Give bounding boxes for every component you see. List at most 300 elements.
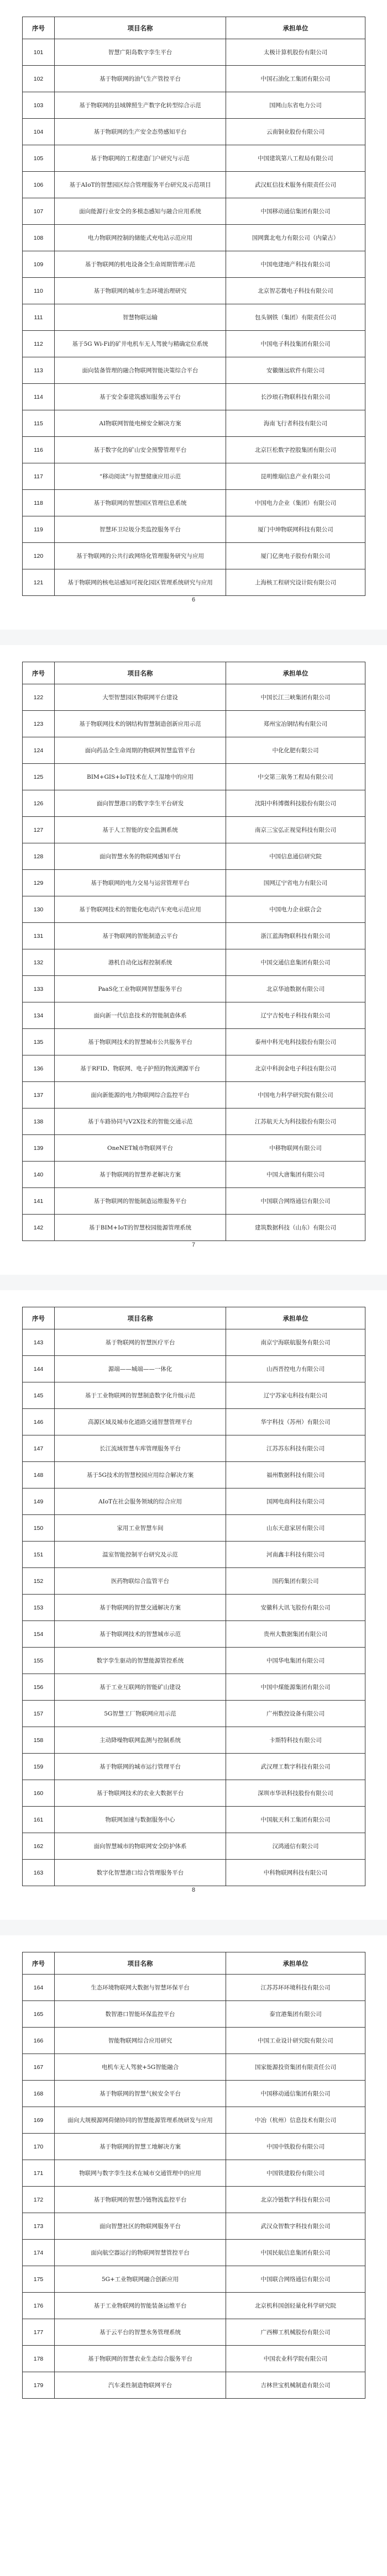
responsible-unit: 海南飞行者科技有限公司	[226, 410, 365, 437]
row-number: 137	[23, 1082, 55, 1108]
row-number: 172	[23, 2187, 55, 2213]
row-number: 136	[23, 1055, 55, 1082]
header-project: 项目名称	[55, 17, 226, 39]
header-num: 序号	[23, 1952, 55, 1975]
table-row	[23, 2293, 365, 2319]
row-number: 107	[23, 198, 55, 225]
responsible-unit: 北京机科国创轻量化科学研究院	[226, 2293, 365, 2319]
row-number: 125	[23, 764, 55, 790]
row-number: 149	[23, 1488, 55, 1515]
responsible-unit: 中国长江三峡集团有限公司	[226, 684, 365, 711]
project-name: 主动降噪物联网监测与控制系统	[55, 1727, 226, 1754]
responsible-unit: 中国建筑第八工程局有限公司	[226, 145, 365, 172]
row-number: 160	[23, 1780, 55, 1807]
row-number: 111	[23, 304, 55, 331]
table-row	[23, 2107, 365, 2134]
project-name: 长江流域智慧车库管理服务平台	[55, 1435, 226, 1462]
project-name: 面向能源行业安全的多模态感知与融合应用系统	[55, 198, 226, 225]
responsible-unit: 吉林世宝机械制造有限公司	[226, 2372, 365, 2399]
table-row	[23, 1002, 365, 1029]
responsible-unit: 包头钢铁（集团）有限责任公司	[226, 304, 365, 331]
row-number: 116	[23, 437, 55, 463]
table-row	[23, 569, 365, 596]
row-number: 118	[23, 490, 55, 516]
project-name: 基于工业物联网的智能装备运维平台	[55, 2293, 226, 2319]
responsible-unit: 北京巨松数字控股集团有限公司	[226, 437, 365, 463]
responsible-unit: 太极计算机股份有限公司	[226, 39, 365, 66]
row-number: 141	[23, 1188, 55, 1215]
project-name: 面向智慧港口的数字孪生平台研发	[55, 790, 226, 817]
table-row	[23, 896, 365, 923]
project-name: 智慧环卫垃圾分类监控服务平台	[55, 516, 226, 543]
project-name: 基于安全泰建筑感知服务云平台	[55, 384, 226, 410]
table-row	[23, 1542, 365, 1568]
header-project: 项目名称	[55, 1307, 226, 1329]
responsible-unit: 辽宁吉悦电子科技有限公司	[226, 1002, 365, 1029]
responsible-unit: 中国工业设计研究院有限公司	[226, 2028, 365, 2054]
table-row	[23, 1029, 365, 1055]
table-row	[23, 2346, 365, 2372]
responsible-unit: 广西柳工机械股份有限公司	[226, 2319, 365, 2346]
table-row	[23, 251, 365, 278]
row-number: 123	[23, 711, 55, 737]
table-row	[23, 1382, 365, 1409]
table-row	[23, 2240, 365, 2266]
table-row	[23, 817, 365, 843]
project-name: 港机自动化远程控制系统	[55, 949, 226, 976]
table-row	[23, 1435, 365, 1462]
table-row	[23, 2028, 365, 2054]
responsible-unit: 山西晋控电力有限公司	[226, 1356, 365, 1382]
row-number: 176	[23, 2293, 55, 2319]
responsible-unit: 安徽科大讯飞股份有限公司	[226, 1595, 365, 1621]
table-row	[23, 1860, 365, 1886]
project-name: 基于物联网的机电设备全生命周期管理示范	[55, 251, 226, 278]
row-number: 139	[23, 1135, 55, 1162]
row-number: 147	[23, 1435, 55, 1462]
responsible-unit: 浙江蓝海物联科技有限公司	[226, 923, 365, 949]
table-row	[23, 1975, 365, 2001]
responsible-unit: 国网冀北电力有限公司（内蒙古）	[226, 225, 365, 251]
table-row	[23, 923, 365, 949]
project-name: BIM+GIS+IoT技术在人工湿地中的应用	[55, 764, 226, 790]
row-number: 108	[23, 225, 55, 251]
row-number: 161	[23, 1807, 55, 1833]
responsible-unit: 中国电建地产科技有限公司	[226, 251, 365, 278]
header-unit: 承担单位	[226, 662, 365, 684]
project-name: 基于物联网的智慧工地解决方案	[55, 2134, 226, 2160]
table-row	[23, 1727, 365, 1754]
row-number: 140	[23, 1162, 55, 1188]
document-page	[0, 0, 387, 630]
header-unit: 承担单位	[226, 1952, 365, 1975]
row-number: 142	[23, 1215, 55, 1241]
responsible-unit: 中国电力科学研究院有限公司	[226, 1082, 365, 1108]
project-name: 基于物联网的县域牌照生产数字化转型综合示范	[55, 92, 226, 119]
row-number: 135	[23, 1029, 55, 1055]
project-name: 基于物联网的电力交易与运营管理平台	[55, 870, 226, 896]
row-number: 175	[23, 2266, 55, 2293]
responsible-unit: 河南鑫丰科技有限公司	[226, 1542, 365, 1568]
project-name: 大型智慧园区物联网平台建设	[55, 684, 226, 711]
row-number: 110	[23, 278, 55, 304]
page-number: 8	[191, 1887, 196, 1893]
header-num: 序号	[23, 17, 55, 39]
project-name: 基于车路协同与V2X技术的智能交通示范	[55, 1108, 226, 1135]
table-row	[23, 1833, 365, 1860]
responsible-unit: 中国航天科工集团有限公司	[226, 1807, 365, 1833]
responsible-unit: 中国民航信息集团有限公司	[226, 2240, 365, 2266]
responsible-unit: 沈阳中科博微科技股份有限公司	[226, 790, 365, 817]
responsible-unit: 郑州宝冶钢结构有限公司	[226, 711, 365, 737]
row-number: 117	[23, 463, 55, 490]
responsible-unit: 江苏航天大为科技股份有限公司	[226, 1108, 365, 1135]
project-name: 基于物联网的油气生产管控平台	[55, 66, 226, 92]
project-name: 汽车柔性制造物联网平台	[55, 2372, 226, 2399]
responsible-unit: 南京三宝弘正视觉科技有限公司	[226, 817, 365, 843]
row-number: 158	[23, 1727, 55, 1754]
responsible-unit: 中国移动通信集团有限公司	[226, 2081, 365, 2107]
project-name: 面向航空器运行的物联网智慧管控平台	[55, 2240, 226, 2266]
row-number: 104	[23, 119, 55, 145]
project-name: 基于BIM+IoT的智慧校园能源管理系统	[55, 1215, 226, 1241]
project-name: 基于物联网的智慧气候安全平台	[55, 2081, 226, 2107]
project-name: 基于物联网的生产安全态势感知平台	[55, 119, 226, 145]
row-number: 102	[23, 66, 55, 92]
project-name: 基于物联网的智慧养老解决方案	[55, 1162, 226, 1188]
table-row	[23, 1621, 365, 1648]
project-name: 面向大规模源网荷储协同的智慧能源管理系统研发与应用	[55, 2107, 226, 2134]
row-number: 154	[23, 1621, 55, 1648]
responsible-unit: 贵州大数据集团有限公司	[226, 1621, 365, 1648]
row-number: 153	[23, 1595, 55, 1621]
project-name: 基于AIoT的智慧园区综合管理服务平台研究及示范项目	[55, 172, 226, 198]
table-row	[23, 1595, 365, 1621]
project-name: 高源区域及城市化道路交通智慧管理平台	[55, 1409, 226, 1435]
responsible-unit: 云南铜业股份有限公司	[226, 119, 365, 145]
row-number: 106	[23, 172, 55, 198]
responsible-unit: 中国信息通信研究院	[226, 843, 365, 870]
row-number: 121	[23, 569, 55, 596]
table-row	[23, 1488, 365, 1515]
document-page	[0, 645, 387, 1275]
row-number: 146	[23, 1409, 55, 1435]
table-row	[23, 1754, 365, 1780]
responsible-unit: 中国华电集团有限公司	[226, 1648, 365, 1674]
row-number: 174	[23, 2240, 55, 2266]
project-name: 数字化智慧港口综合管理服务平台	[55, 1860, 226, 1886]
page-number: 6	[191, 597, 196, 603]
responsible-unit: 国网辽宁省电力有限公司	[226, 870, 365, 896]
project-name: 基于云平台的智慧水务管理系统	[55, 2319, 226, 2346]
table-row	[23, 764, 365, 790]
responsible-unit: 中国农业科学院有限公司	[226, 2346, 365, 2372]
table-row	[23, 711, 365, 737]
project-name: 智慧物联运输	[55, 304, 226, 331]
row-number: 105	[23, 145, 55, 172]
table-row	[23, 172, 365, 198]
table-row	[23, 1162, 365, 1188]
table-row	[23, 331, 365, 357]
row-number: 122	[23, 684, 55, 711]
responsible-unit: 北京冷链数字科技有限公司	[226, 2187, 365, 2213]
responsible-unit: 泰州中科光电科技股份有限公司	[226, 1029, 365, 1055]
row-number: 124	[23, 737, 55, 764]
row-number: 119	[23, 516, 55, 543]
row-number: 167	[23, 2054, 55, 2081]
row-number: 138	[23, 1108, 55, 1135]
table-header-row	[23, 1952, 365, 1975]
project-name: 基于物联网的智能制造运维服务平台	[55, 1188, 226, 1215]
row-number: 103	[23, 92, 55, 119]
project-name: 基于物联网技术的智慧城市示范	[55, 1621, 226, 1648]
table-row	[23, 516, 365, 543]
table-row	[23, 543, 365, 569]
row-number: 171	[23, 2160, 55, 2187]
table-row	[23, 410, 365, 437]
table-row	[23, 870, 365, 896]
row-number: 120	[23, 543, 55, 569]
table-row	[23, 843, 365, 870]
project-table	[22, 662, 365, 1241]
row-number: 162	[23, 1833, 55, 1860]
project-name: 基于物联网的城市生态环境治理研究	[55, 278, 226, 304]
table-row	[23, 2187, 365, 2213]
responsible-unit: 中国大唐集团有限公司	[226, 1162, 365, 1188]
table-row	[23, 1409, 365, 1435]
page-number: 7	[191, 1242, 196, 1248]
table-row	[23, 384, 365, 410]
row-number: 151	[23, 1542, 55, 1568]
project-name: 面向智慧水务的物联网感知平台	[55, 843, 226, 870]
responsible-unit: 中国电力企业联合会	[226, 896, 365, 923]
table-row	[23, 2319, 365, 2346]
row-number: 152	[23, 1568, 55, 1595]
responsible-unit: 中国电子科技集团有限公司	[226, 331, 365, 357]
table-row	[23, 1108, 365, 1135]
responsible-unit: 深圳市华讯科技股份有限公司	[226, 1780, 365, 1807]
responsible-unit: 北京华迪数据有限公司	[226, 976, 365, 1002]
responsible-unit: 辽宁苏家屯科技有限公司	[226, 1382, 365, 1409]
document-page	[0, 1290, 387, 1920]
responsible-unit: 上海核工程研究设计院有限公司	[226, 569, 365, 596]
table-row	[23, 2081, 365, 2107]
row-number: 155	[23, 1648, 55, 1674]
table-row	[23, 1135, 365, 1162]
row-number: 113	[23, 357, 55, 384]
project-name: 智慧广阳岛数字孪生平台	[55, 39, 226, 66]
project-name: 基于5G Wi-Fi的矿井电机车无人驾驶与精确定位系统	[55, 331, 226, 357]
row-number: 156	[23, 1674, 55, 1701]
project-name: 生态环境物联网大数据与智慧环保平台	[55, 1975, 226, 2001]
project-name: 基于物联网的工程建造门户研究与示范	[55, 145, 226, 172]
responsible-unit: 泰宜港集团有限公司	[226, 2001, 365, 2028]
table-row	[23, 1215, 365, 1241]
project-name: 面向智慧城市的物联网安全防护体系	[55, 1833, 226, 1860]
row-number: 164	[23, 1975, 55, 2001]
project-name: 基于人工智能的安全监测系统	[55, 817, 226, 843]
responsible-unit: 中国中铁股份有限公司	[226, 2134, 365, 2160]
responsible-unit: 中交第三航务工程局有限公司	[226, 764, 365, 790]
project-name: 基于5G技术的智慧校园应用综合解决方案	[55, 1462, 226, 1488]
project-name: 面向药品全生命周期的物联网智慧监管平台	[55, 737, 226, 764]
project-name: AIoT在社会服务领域的综合应用	[55, 1488, 226, 1515]
project-name: 基于工业物联网的智慧制造数字化升级示范	[55, 1382, 226, 1409]
table-row	[23, 2001, 365, 2028]
responsible-unit: 中国中煤能源集团有限公司	[226, 1674, 365, 1701]
table-row	[23, 1082, 365, 1108]
table-header-row	[23, 662, 365, 684]
responsible-unit: 建筑数据科技（山东）有限公司	[226, 1215, 365, 1241]
responsible-unit: 中国石油化工集团有限公司	[226, 66, 365, 92]
table-row	[23, 66, 365, 92]
header-unit: 承担单位	[226, 17, 365, 39]
responsible-unit: 中国交通信息集团有限公司	[226, 949, 365, 976]
row-number: 178	[23, 2346, 55, 2372]
table-row	[23, 278, 365, 304]
row-number: 165	[23, 2001, 55, 2028]
table-row	[23, 737, 365, 764]
responsible-unit: 国网电商科技有限公司	[226, 1488, 365, 1515]
row-number: 159	[23, 1754, 55, 1780]
table-row	[23, 1568, 365, 1595]
project-name: 基于数字化的矿山安全预警管理平台	[55, 437, 226, 463]
row-number: 132	[23, 949, 55, 976]
responsible-unit: 南京宁海联航服务有限公司	[226, 1329, 365, 1356]
table-row	[23, 1055, 365, 1082]
project-name: 5G智慧工厂物联网应用示范	[55, 1701, 226, 1727]
responsible-unit: 福州数据科技有限公司	[226, 1462, 365, 1488]
responsible-unit: 卡斯特科技有限公司	[226, 1727, 365, 1754]
table-row	[23, 976, 365, 1002]
project-name: 基于物联网的公共行政网络化管理服务研究与应用	[55, 543, 226, 569]
responsible-unit: 厦门亿奥电子股份有限公司	[226, 543, 365, 569]
header-unit: 承担单位	[226, 1307, 365, 1329]
project-name: 基于工业互联网的智能矿山建设	[55, 1674, 226, 1701]
table-header-row	[23, 17, 365, 39]
project-name: 源端——城端——一体化	[55, 1356, 226, 1382]
row-number: 170	[23, 2134, 55, 2160]
project-name: 家用工业智慧车间	[55, 1515, 226, 1542]
table-row	[23, 92, 365, 119]
row-number: 163	[23, 1860, 55, 1886]
responsible-unit: 中国联合网络通信有限公司	[226, 1188, 365, 1215]
project-name: 面向智慧社区的物联网服务平台	[55, 2213, 226, 2240]
table-row	[23, 2054, 365, 2081]
header-num: 序号	[23, 662, 55, 684]
responsible-unit: 中国电力企业（集团）有限公司	[226, 490, 365, 516]
table-row	[23, 490, 365, 516]
project-name: PaaS化工业物联网智慧服务平台	[55, 976, 226, 1002]
row-number: 126	[23, 790, 55, 817]
responsible-unit: 中国铁建股份有限公司	[226, 2160, 365, 2187]
responsible-unit: 江苏苏东科技有限公司	[226, 1435, 365, 1462]
row-number: 133	[23, 976, 55, 1002]
project-name: 面向新能源的电力物联网综合监控平台	[55, 1082, 226, 1108]
row-number: 131	[23, 923, 55, 949]
table-row	[23, 225, 365, 251]
responsible-unit: 汉鸿通信有限公司	[226, 1833, 365, 1860]
project-name: 温室智能控制平台研究及示范	[55, 1542, 226, 1568]
row-number: 173	[23, 2213, 55, 2240]
table-row	[23, 2134, 365, 2160]
project-name: “移动阅读”与智慧健康应用示范	[55, 463, 226, 490]
project-name: 数智港口智能环保监控平台	[55, 2001, 226, 2028]
table-row	[23, 119, 365, 145]
project-name: 基于物联网技术的智能化电动汽车充电示范应用	[55, 896, 226, 923]
table-row	[23, 1188, 365, 1215]
project-name: 基于物联网的城市运行管理平台	[55, 1754, 226, 1780]
responsible-unit: 安徽继远软件有限公司	[226, 357, 365, 384]
row-number: 143	[23, 1329, 55, 1356]
responsible-unit: 武汉众智数字科技有限公司	[226, 2213, 365, 2240]
row-number: 157	[23, 1701, 55, 1727]
project-name: 面向新一代信息技术的智能制造体系	[55, 1002, 226, 1029]
project-name: 数字孪生驱动的智慧能源管控系统	[55, 1648, 226, 1674]
project-name: 基于RFID、物联网、电子护照的物流溯源平台	[55, 1055, 226, 1082]
project-name: 基于物联网的智慧园区管理信息系统	[55, 490, 226, 516]
row-number: 114	[23, 384, 55, 410]
table-row	[23, 1674, 365, 1701]
project-name: AI物联网智能电梯安全解决方案	[55, 410, 226, 437]
project-name: 基于物联网的智慧交通解决方案	[55, 1595, 226, 1621]
table-row	[23, 949, 365, 976]
responsible-unit: 国家能源投资集团有限责任公司	[226, 2054, 365, 2081]
project-name: 医药物联综合监管平台	[55, 1568, 226, 1595]
table-row	[23, 790, 365, 817]
responsible-unit: 中国移动通信集团有限公司	[226, 198, 365, 225]
header-num: 序号	[23, 1307, 55, 1329]
table-row	[23, 684, 365, 711]
responsible-unit: 北京智芯微电子科技有限公司	[226, 278, 365, 304]
responsible-unit: 中国联合网络通信有限公司	[226, 2266, 365, 2293]
project-name: 智能物联网综合应用研究	[55, 2028, 226, 2054]
row-number: 128	[23, 843, 55, 870]
row-number: 130	[23, 896, 55, 923]
project-table	[22, 1952, 365, 2399]
table-row	[23, 357, 365, 384]
row-number: 101	[23, 39, 55, 66]
project-name: 基于物联网的智慧冷链物流监控平台	[55, 2187, 226, 2213]
project-name: 电机车无人驾驶+5G智能融合	[55, 2054, 226, 2081]
project-name: 基于物联网的核电站感知可视化园区管理系统研究与应用	[55, 569, 226, 596]
table-row	[23, 304, 365, 331]
responsible-unit: 昆明维瑞信息产业有限公司	[226, 463, 365, 490]
row-number: 166	[23, 2028, 55, 2054]
project-name: 基于物联网的智慧农业生态综合服务平台	[55, 2346, 226, 2372]
project-name: OneNET城市物联网平台	[55, 1135, 226, 1162]
row-number: 144	[23, 1356, 55, 1382]
row-number: 148	[23, 1462, 55, 1488]
project-table	[22, 1307, 365, 1886]
table-row	[23, 1701, 365, 1727]
project-name: 基于物联网的智能制造云平台	[55, 923, 226, 949]
table-row	[23, 1462, 365, 1488]
row-number: 134	[23, 1002, 55, 1029]
responsible-unit: 华宇科技（苏州）有限公司	[226, 1409, 365, 1435]
row-number: 109	[23, 251, 55, 278]
row-number: 129	[23, 870, 55, 896]
responsible-unit: 中科物联网科技有限公司	[226, 1860, 365, 1886]
row-number: 150	[23, 1515, 55, 1542]
project-name: 基于物联网技术的智慧城市公共服务平台	[55, 1029, 226, 1055]
project-name: 电力物联网控制的储能式充电站示范应用	[55, 225, 226, 251]
responsible-unit: 武汉虹信技术服务有限责任公司	[226, 172, 365, 198]
responsible-unit: 长沙琅石物联科技有限公司	[226, 384, 365, 410]
responsible-unit: 广州数控设备有限公司	[226, 1701, 365, 1727]
row-number: 169	[23, 2107, 55, 2134]
header-project: 项目名称	[55, 1952, 226, 1975]
